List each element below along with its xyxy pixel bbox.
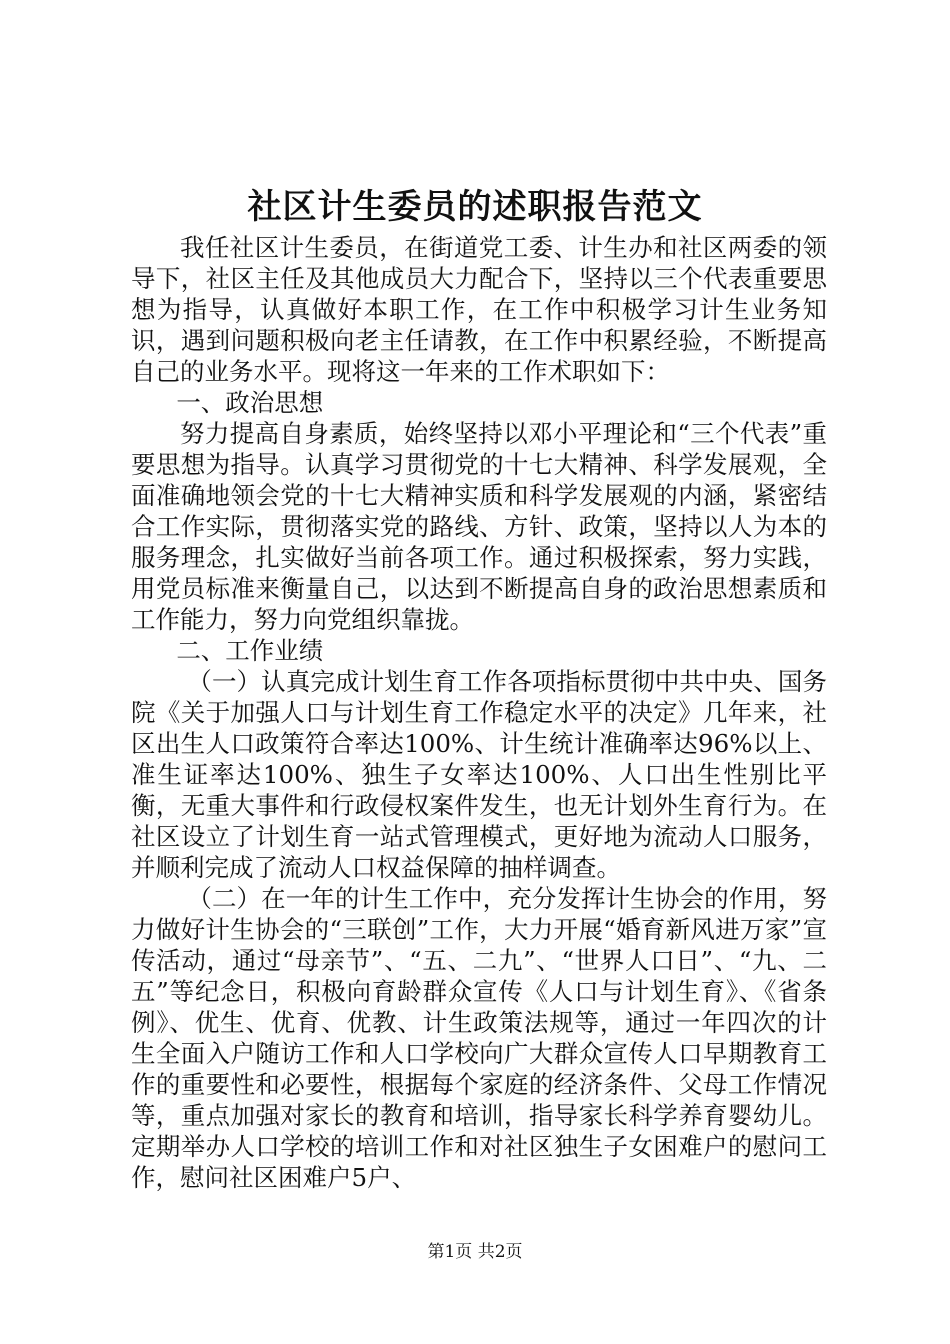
intro-paragraph: 我任社区计生委员，在街道党工委、计生办和社区两委的领导下，社区主任及其他成员大力配合下，坚持以三个代表重要思想为指导，认真做好本职工作，在工作中积极学习计生业务知识，遇到问题积极向老主任请教，在工作中积累经验，不断提高自己的业务水平。现将这一年来的工作术职如下： — [131, 233, 827, 386]
document-title: 社区计生委员的述职报告范文 — [247, 187, 703, 227]
section-heading-achievements: 二、工作业绩 — [176, 636, 324, 665]
political-paragraph: 努力提高自身素质，始终坚持以邓小平理论和“三个代表”重要思想为指导。认真学习贯彻党的十七大精神、科学发展观，全面准确地领会党的十七大精神实质和科学发展观的内涵，紧密结合工作实际，贯彻落实党的路线、方针、政策，坚持以人为本的服务理念，扎实做好当前各项工作。通过积极探索，努力实践，用党员标准来衡量自己，以达到不断提高自身的政治思想素质和工作能力，努力向党组织靠拢。 — [131, 419, 827, 634]
achievement-paragraph-1: （一）认真完成计划生育工作各项指标贯彻中共中央、国务院《关于加强人口与计划生育工作稳定水平的决定》几年来，社区出生人口政策符合率达100%、计生统计准确率达96%以上、准生证率达100%、独生子女率达100%、人口出生性别比平衡，无重大事件和行政侵权案件发生，也无计划外生育行为。在社区设立了计划生育一站式管理模式，更好地为流动人口服务，并顺利完成了流动人口权益保障的抽样调查。 — [131, 667, 827, 882]
section-heading-political: 一、政治思想 — [176, 388, 324, 417]
achievement-paragraph-2: （二）在一年的计生工作中，充分发挥计生协会的作用，努力做好计生协会的“三联创”工作，大力开展“婚育新风进万家”宣传活动，通过“母亲节”、“五、二九”、“世界人口日”、“九、二五”等纪念日，积极向育龄群众宣传《人口与计划生育》、《省条例》、优生、优育、优教、计生政策法规等，通过一年四次的计生全面入户随访工作和人口学校向广大群众宣传人口早期教育工作的重要性和必要性，根据每个家庭的经济条件、父母工作情况等，重点加强对家长的教育和培训，指导家长科学养育婴幼儿。定期举办人口学校的培训工作和对社区独生子女困难户的慰问工作，慰问社区困难户5户、 — [131, 884, 827, 1192]
page-footer: 第1页 共2页 — [427, 1242, 523, 1262]
document-body — [131, 232, 827, 1193]
